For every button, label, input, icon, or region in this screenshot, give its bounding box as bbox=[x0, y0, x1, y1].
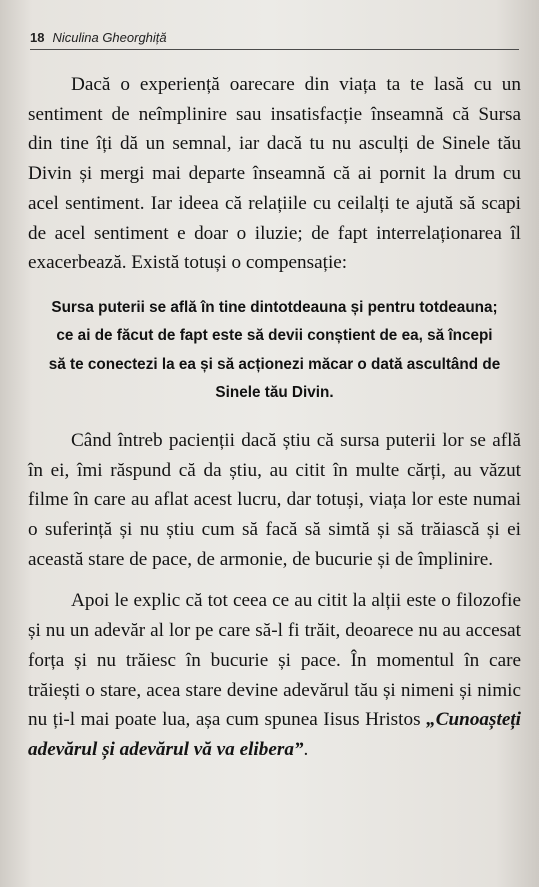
paragraph-3-text: Apoi le explic că tot ceea ce au citit la alții este o filozofie și nu un adevăr al lor pe care să-l fi trăit, deoarece nu au accesat forța și nu trăiesc în bucurie și pace. În momentul în care trăiești o stare, acea stare devine adevărul tău și nimeni și nimic nu ți-l mai poate lua, așa cum spunea Iisus Hristos bbox=[28, 590, 521, 731]
author-name: Niculina Gheorghiță bbox=[52, 30, 167, 45]
highlighted-quote: Sursa puterii se află în tine dintotdeauna și pentru totdeauna; ce ai de făcut de fapt este să devii conștient de ea, să începi să te conectezi la ea și să acționezi măcar o dată ascultând de Sinele tău Divin. bbox=[48, 298, 501, 402]
paragraph-3 bbox=[28, 586, 521, 764]
paragraph-2: Când întreb pacienții dacă știu că sursa puterii lor se află în ei, îmi răspund că da știu, au citit în multe cărți, au văzut filme în care au aflat acest lucru, dar totuși, viața lor este numai o suferință și nu știu cum să facă să simtă și să trăiască și ei această stare de pace, de armonie, de bucurie și de împlinire. bbox=[28, 429, 521, 570]
page-number: 18 bbox=[30, 30, 45, 45]
paragraph-3-end: . bbox=[303, 738, 309, 760]
paragraph-1: Dacă o experiență oarecare din viața ta te lasă cu un sentiment de neîmplinire sau insatisfacție înseamnă că Sursa din tine îți dă un semnal, iar dacă tu nu asculți de Sinele tău Divin și mergi mai departe înseamnă că ai pornit la drum cu acel sentiment. Iar ideea că relațiile cu ceilalți te ajută să scapi de acel sentiment e doar o iluzie; de fapt interrelaționarea îl exacerbează. Există totuși o compensație: bbox=[28, 74, 521, 274]
running-header bbox=[30, 30, 519, 50]
page-body bbox=[28, 70, 521, 765]
paragraph-3-quote: „Cunoașteți adevărul și adevărul vă va elibera” bbox=[28, 709, 521, 760]
